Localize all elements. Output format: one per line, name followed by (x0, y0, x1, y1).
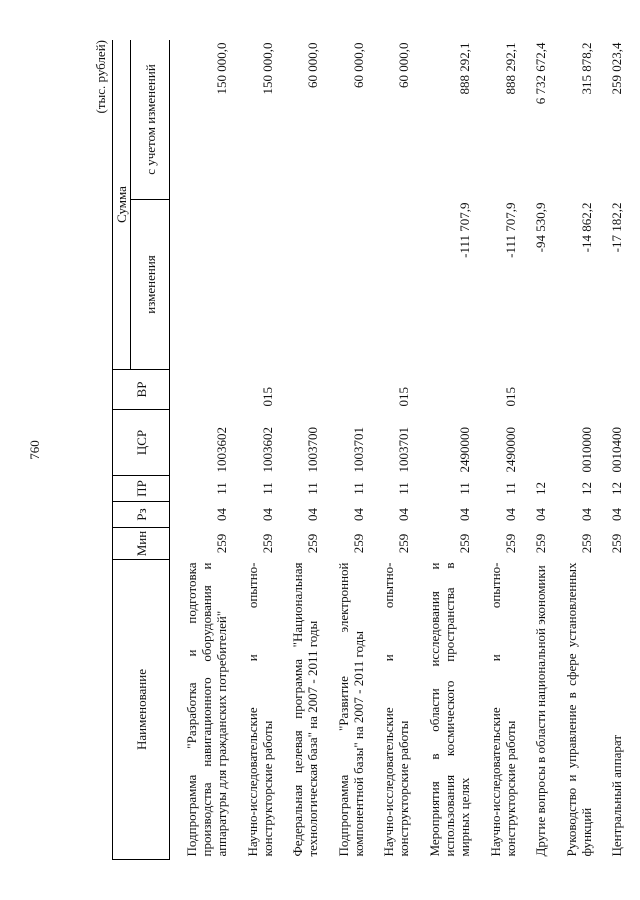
cell-csr: 1003700 (305, 427, 321, 473)
cell-vr: 015 (396, 387, 412, 407)
budget-table (112, 40, 626, 860)
table-row (596, 40, 627, 860)
cell-with-change: 888 292,1 (457, 42, 473, 95)
cell-name: Мероприятия в области исследования и использования космического пространства в мирных целях (427, 562, 473, 857)
cell-vr (322, 370, 368, 410)
header-row-1 (113, 40, 131, 860)
cell-vr (520, 370, 551, 410)
page-number: 760 (27, 440, 42, 460)
cell-name: Подпрограмма "Развитие электронной компонентной базы" на 2007 - 2011 годы (335, 562, 366, 857)
cell-with-change: 60 000,0 (305, 42, 321, 88)
cell-rz: 04 (533, 508, 549, 521)
header-with-change: с учетом изменений (131, 40, 170, 200)
cell-rz: 04 (259, 508, 275, 521)
cell-with-change: 315 878,2 (578, 42, 594, 95)
table-row (550, 40, 596, 860)
cell-min: 259 (609, 533, 625, 554)
cell-vr (413, 370, 474, 410)
cell-name: Другие вопросы в области национальной экономики (533, 565, 549, 857)
cell-name: Научно-исследовательские и опытно-конструкторские работы (381, 562, 412, 857)
table-row (474, 40, 520, 860)
cell-pr: 11 (457, 482, 473, 495)
cell-with-change: 150 000,0 (259, 42, 275, 95)
cell-with-change: 259 023,4 (609, 42, 625, 95)
cell-with-change: 60 000,0 (350, 42, 366, 88)
cell-min: 259 (350, 533, 366, 554)
header-change: изменения (131, 200, 170, 370)
cell-rz: 04 (457, 508, 473, 521)
cell-csr: 1003701 (396, 427, 412, 473)
cell-csr: 2490000 (502, 427, 518, 473)
cell-min: 259 (457, 533, 473, 554)
cell-change (170, 200, 232, 370)
cell-pr: 11 (214, 482, 230, 495)
cell-csr: 0010400 (609, 427, 625, 473)
header-csr: ЦСР (113, 410, 170, 476)
cell-name: Научно-исследовательские и опытно-конструкторские работы (487, 562, 518, 857)
header-name: Наименование (113, 560, 170, 860)
table-row (277, 40, 323, 860)
cell-name: Подпрограмма "Разработка и подготовка производства навигационного оборудования и аппаратуры для гражданских потребителей" (184, 562, 230, 857)
cell-rz: 04 (502, 508, 518, 521)
header-rz: Рз (113, 502, 170, 528)
cell-vr (596, 370, 627, 410)
cell-pr: 11 (305, 482, 321, 495)
cell-change: -94 530,9 (533, 202, 549, 253)
table-row (170, 40, 232, 860)
cell-change: -14 862,2 (578, 202, 594, 253)
cell-vr: 015 (259, 387, 275, 407)
cell-min: 259 (305, 533, 321, 554)
units-label: (тыс. рублей) (93, 40, 108, 114)
cell-min: 259 (502, 533, 518, 554)
cell-rz: 04 (305, 508, 321, 521)
cell-vr (550, 370, 596, 410)
table-row (322, 40, 368, 860)
header-pr: ПР (113, 476, 170, 502)
cell-min: 259 (578, 533, 594, 554)
cell-csr (520, 410, 551, 476)
cell-with-change: 6 732 672,4 (533, 42, 549, 105)
cell-vr: 015 (502, 387, 518, 407)
cell-min: 259 (533, 533, 549, 554)
cell-change: -17 182,2 (609, 202, 625, 253)
header-vr: ВР (113, 370, 170, 410)
cell-with-change: 888 292,1 (502, 42, 518, 95)
cell-rz: 04 (350, 508, 366, 521)
cell-change (368, 200, 414, 370)
cell-rz: 04 (214, 508, 230, 521)
cell-pr: 12 (578, 482, 594, 495)
cell-change: -111 707,9 (457, 202, 473, 258)
table-body (170, 40, 627, 860)
cell-min: 259 (214, 533, 230, 554)
rotated-content (90, 40, 630, 860)
cell-pr: 12 (533, 482, 549, 495)
table-row (520, 40, 551, 860)
table-row (231, 40, 277, 860)
cell-change: -111 707,9 (502, 202, 518, 258)
cell-pr: 11 (502, 482, 518, 495)
cell-pr: 11 (396, 482, 412, 495)
cell-csr: 2490000 (457, 427, 473, 473)
cell-csr: 1003602 (214, 427, 230, 473)
cell-with-change: 60 000,0 (396, 42, 412, 88)
cell-change (277, 200, 323, 370)
cell-min: 259 (259, 533, 275, 554)
cell-name: Центральный аппарат (609, 734, 625, 857)
cell-csr: 1003701 (350, 427, 366, 473)
cell-csr: 0010000 (578, 427, 594, 473)
cell-min: 259 (396, 533, 412, 554)
cell-pr: 11 (350, 482, 366, 495)
cell-pr: 11 (259, 482, 275, 495)
cell-change (322, 200, 368, 370)
table-row (368, 40, 414, 860)
cell-vr (277, 370, 323, 410)
cell-rz: 04 (396, 508, 412, 521)
header-sum: Сумма (113, 40, 131, 370)
cell-vr (170, 370, 232, 410)
cell-rz: 04 (609, 508, 625, 521)
cell-rz: 04 (578, 508, 594, 521)
cell-name: Федеральная целевая программа "Национальная технологическая база" на 2007 - 2011 годы (290, 562, 321, 857)
budget-sheet (90, 40, 630, 860)
cell-pr: 12 (609, 482, 625, 495)
cell-csr: 1003602 (259, 427, 275, 473)
cell-name: Руководство и управление в сфере установленных функций (563, 562, 594, 857)
header-min: Мин (113, 528, 170, 560)
cell-name: Научно-исследовательские и опытно-конструкторские работы (244, 562, 275, 857)
table-row (413, 40, 474, 860)
cell-change (231, 200, 277, 370)
cell-with-change: 150 000,0 (214, 42, 230, 95)
